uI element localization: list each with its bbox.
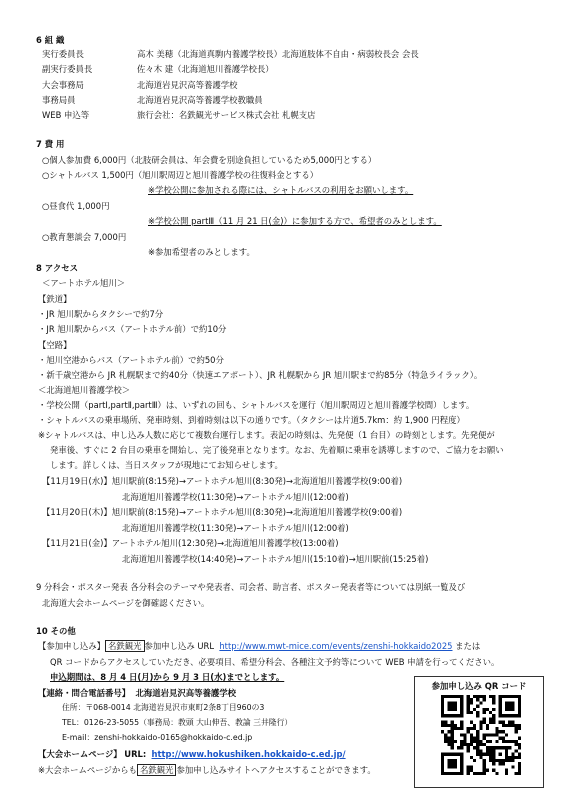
- schedule-line: 北海道旭川養護学校(14:40発)→アートホテル旭川(15:10着)→旭川駅前(15:25着): [122, 554, 429, 564]
- shuttle-note: 発車後、すぐに 2 台目の乗車を開始し、完了後発車となります。なお、先着順に乗車を誘導しますので、ご協力をお願い: [50, 445, 504, 455]
- homepage-label: 【大会ホームページ】: [38, 749, 122, 759]
- homepage-url-label: URL:: [124, 749, 147, 759]
- apply-line: [38, 641, 480, 652]
- apply-label: 【参加申し込み】: [38, 641, 105, 651]
- final-pre: ※大会ホームページからも: [38, 765, 137, 775]
- apply-tail: または: [455, 641, 481, 651]
- shuttle-note: ※シャトルバスは、申し込み人数に応じて複数台運行します。表記の時刻は、先発便（1 台目）の時刻とします。先発便が: [38, 430, 495, 440]
- shuttle-note: します。詳しくは、当日スタッフが現地にてお知らせします。: [50, 460, 283, 470]
- apply-instructions: QR コードからアクセスしていただき、必要項目、希望分科会、各種注文予約等について WEB 申請を行ってください。: [50, 657, 500, 667]
- school-line: ・シャトルバスの乗車場所、発車時刻、到着時刻は以下の通りです。（タクシーは片道5.7km：約 1,900 円程度）: [38, 415, 465, 425]
- fee-dinner: ○教育懇談会 7,000円: [42, 232, 127, 242]
- air-heading: 【空路】: [38, 340, 72, 350]
- qr-title: 参加申し込み QR コード: [431, 681, 527, 691]
- org-label: 大会事務局: [42, 80, 84, 90]
- qr-code-icon[interactable]: [441, 695, 521, 775]
- section-9-line: 9 分科会・ポスター発表 各分科会のテーマや発表者、司会者、助言者、ポスター発表者等については別紙一覧及び: [36, 582, 466, 592]
- apply-period: 申込期間は、8 月 4 日(月)から 9 月 3 日(水)までとします。: [50, 672, 285, 682]
- air-line: ・旭川空港からバス（アートホテル前）で約50分: [38, 355, 224, 365]
- section-8-heading: 8 アクセス: [36, 263, 78, 273]
- contact-name: 北海道岩見沢高等養護学校: [135, 688, 236, 698]
- schedule-line: 【11月20日(木)】旭川駅前(8:15発)→アートホテル旭川(8:30発)→北海道旭川養護学校(9:00着): [42, 507, 403, 517]
- org-label: 実行委員長: [42, 49, 84, 59]
- org-value: 佐々木 建（北海道旭川養護学校長）: [137, 64, 274, 74]
- rail-line: ・JR 旭川駅からタクシーで約7分: [38, 309, 164, 319]
- fee-shuttle: ○シャトルバス 1,500円（旭川駅周辺と旭川養護学校の往復料金とする）: [42, 170, 319, 180]
- org-label: 副実行委員長: [42, 64, 93, 74]
- schedule-line: 北海道旭川養護学校(11:30発)→アートホテル旭川(12:00着): [122, 523, 349, 533]
- org-value: 北海道岩見沢高等養護学校教職員: [137, 95, 263, 105]
- org-label: 事務局員: [42, 95, 76, 105]
- qr-panel: [414, 676, 544, 788]
- final-post: 参加申し込みサイトへアクセスすることができます。: [176, 765, 376, 775]
- homepage-url-link[interactable]: http://www.hokushiken.hokkaido-c.ed.jp/: [151, 749, 346, 759]
- fee-dinner-note: ※参加希望者のみとします。: [148, 247, 255, 257]
- org-value: 高木 美穂（北海道真駒内養護学校長）北海道肢体不自由・病弱校長会 会長: [137, 49, 419, 59]
- school-line: ・学校公開（partⅠ,partⅡ,partⅢ）は、いずれの回も、シャトルバスを運行（旭川駅周辺と旭川養護学校間）します。: [38, 400, 475, 410]
- fee-shuttle-note: ※学校公開に参加される際には、シャトルバスの利用をお願いします。: [148, 185, 414, 195]
- schedule-line: 北海道旭川養護学校(11:30発)→アートホテル旭川(12:00着): [122, 492, 349, 502]
- schedule-line: 【11月21日(金)】アートホテル旭川(12:30発)→北海道旭川養護学校(13:00着): [42, 538, 339, 548]
- apply-text: 参加申し込み URL: [144, 641, 215, 651]
- schedule-line: 【11月19日(水)】旭川駅前(8:15発)→アートホテル旭川(8:30発)→北海道旭川養護学校(9:00着): [42, 476, 403, 486]
- org-label: WEB 申込等: [42, 110, 90, 120]
- section-10-heading: 10 その他: [36, 626, 76, 636]
- meitetsu-box-2: 名鉄観光: [137, 764, 177, 776]
- homepage-line: [38, 749, 346, 760]
- hotel-heading: ＜アートホテル旭川＞: [42, 278, 126, 288]
- fee-lunch: ○昼食代 1,000円: [42, 201, 110, 211]
- contact-tel: TEL：0126-23-5055（事務局：教頭 大山伸吾、教論 三井隆行）: [62, 718, 293, 727]
- contact-address: 住所：〒068-0014 北海道岩見沢市東町2条8丁目960の3: [62, 703, 265, 712]
- school-heading: ＜北海道旭川養護学校＞: [38, 385, 131, 395]
- final-line: [38, 765, 376, 776]
- org-value: 旅行会社：名鉄観光サービス株式会社 札幌支店: [137, 110, 316, 120]
- fee-lunch-note: ※学校公開 partⅢ（11 月 21 日(金)）に参加する方で、希望者のみとします。: [148, 216, 442, 226]
- org-value: 北海道岩見沢高等養護学校: [137, 80, 238, 90]
- section-6-heading: 6 組 織: [36, 35, 65, 45]
- meitetsu-box: 名鉄観光: [105, 640, 145, 652]
- contact-email[interactable]: E-mail：zenshi-hokkaido-0165@hokkaido-c.ed.jp: [62, 733, 253, 742]
- contact-label: 【連絡・問合電話番号】: [38, 688, 131, 698]
- apply-url-link[interactable]: http://www.mwt-mice.com/events/zenshi-hokkaido2025: [219, 641, 453, 651]
- rail-heading: 【鉄道】: [38, 294, 72, 304]
- fee-participation: ○個人参加費 6,000円（北肢研会員は、年会費を別途負担しているため5,000円とする）: [42, 155, 377, 165]
- air-line: ・新千歳空港から JR 札幌駅まで約40分（快速エアポート）、JR 札幌駅から JR 旭川駅まで約85分（特急ライラック）。: [38, 370, 483, 380]
- section-7-heading: 7 費 用: [36, 139, 65, 149]
- section-9-line: 北海道大会ホームページを御確認ください。: [42, 598, 210, 608]
- rail-line: ・JR 旭川駅からバス（アートホテル前）で約10分: [38, 324, 227, 334]
- contact-line: [38, 688, 236, 699]
